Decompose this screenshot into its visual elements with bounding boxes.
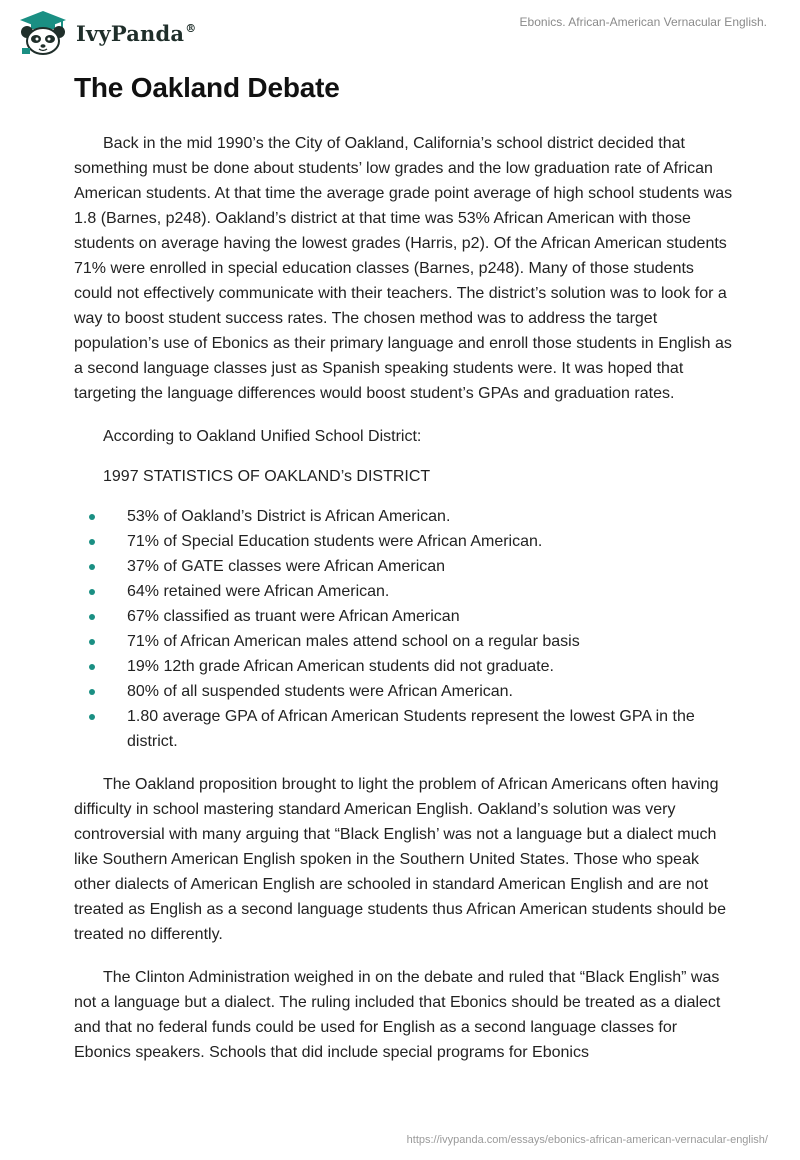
list-item: 71% of African American males attend school on a regular basis xyxy=(74,629,734,654)
list-item: 19% 12th grade African American students did not graduate. xyxy=(74,654,734,679)
statistics-heading: 1997 STATISTICS OF OAKLAND’s DISTRICT xyxy=(103,468,431,485)
paragraph-clinton: The Clinton Administration weighed in on the debate and ruled that “Black English” was not a language but a dialect. The ruling included that Ebonics should be treated as a dialect and that no federal funds could be used for English as a second language classes for Ebonics speakers. Schools that did include special programs for Ebonics xyxy=(74,969,721,1061)
list-item: 53% of Oakland’s District is African American. xyxy=(74,504,734,529)
registered-mark: ® xyxy=(185,21,197,35)
paragraph-intro: Back in the mid 1990’s the City of Oakland, California’s school district decided that something must be done about students’ low grades and the low graduation rate of African American students. At that time the average grade point average of high school students was 1.8 (Barnes, p248). Oakland’s district at that time was 53% African American with those students on average having the lowest grades (Harris, p2). Of the African American students 71% were enrolled in special education classes (Barnes, p248). Many of those students could not effectively communicate with their teachers. The district’s solution was to look for a way to boost student success rates. The chosen method was to address the target population’s use of Ebonics as their primary language and enroll those students in English as a second language classes just as Spanish speaking students were. It was hoped that targeting the language differences would boost student’s GPAs and graduation rates. xyxy=(74,135,733,402)
panda-graduate-icon xyxy=(16,10,70,56)
list-item: 80% of all suspended students were African American. xyxy=(74,679,734,704)
paragraph-source: According to Oakland Unified School District: xyxy=(103,428,422,445)
article-body xyxy=(74,131,734,1083)
paragraph-proposition: The Oakland proposition brought to light the problem of African Americans often having difficulty in school mastering standard American English. Oakland’s solution was very controversial with many arguing that “Black English’ was not a language but a dialect much like Southern American English spoken in the Southern United States. Those who speak other dialects of American English are schooled in standard American English and are not treated as English as a second language students thus African American students should be treated no differently. xyxy=(74,776,726,943)
page-header xyxy=(0,0,800,70)
statistics-list xyxy=(74,504,734,754)
brand-name: IvyPanda® xyxy=(76,20,197,46)
source-url[interactable]: https://ivypanda.com/essays/ebonics-african-american-vernacular-english/ xyxy=(406,1134,768,1146)
document-title: Ebonics. African-American Vernacular English. xyxy=(519,15,767,29)
section-heading: The Oakland Debate xyxy=(74,72,340,103)
ivypanda-logo[interactable] xyxy=(16,10,196,56)
list-item: 71% of Special Education students were African American. xyxy=(74,529,734,554)
list-item: 37% of GATE classes were African American xyxy=(74,554,734,579)
list-item: 64% retained were African American. xyxy=(74,579,734,604)
list-item: 67% classified as truant were African American xyxy=(74,604,734,629)
list-item: 1.80 average GPA of African American Students represent the lowest GPA in the district. xyxy=(74,704,734,754)
